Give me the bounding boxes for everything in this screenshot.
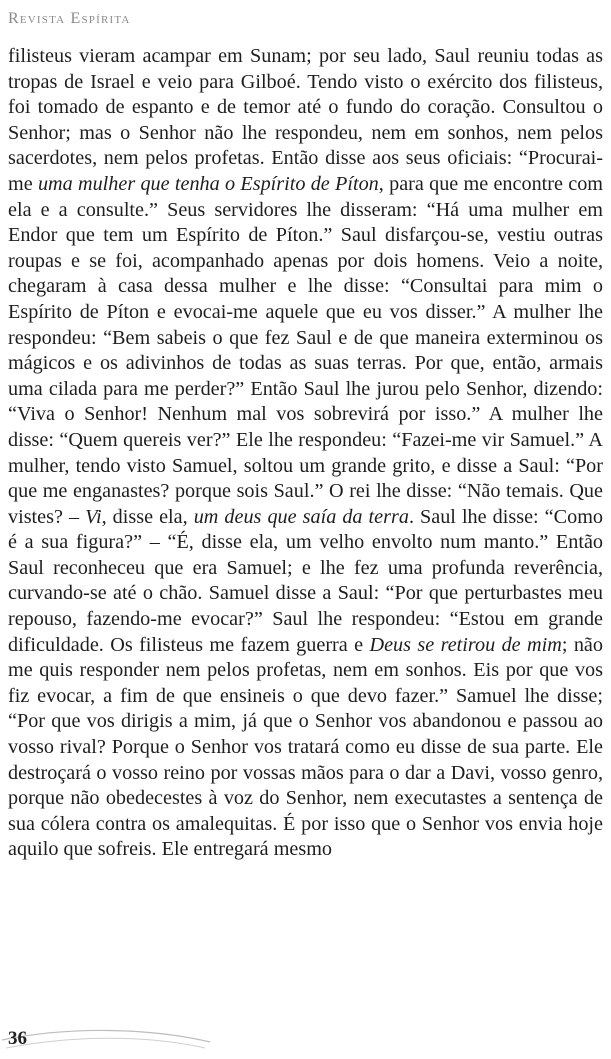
running-head: Revista Espírita	[8, 10, 131, 27]
text-run: filisteus vieram acampar em Sunam; por seu lado, Saul reuniu todas as tropas de Israel e veio para Gilboé. Tendo visto o exército dos filisteus, foi tomado de espanto e de temor até o fundo do coração. Consultou o Senhor; mas o Senhor não lhe respondeu, nem em sonhos, nem pelos sacerdotes, nem pelos profetas. Então disse aos seus oficiais: “Procurai-me	[8, 45, 603, 195]
body-text	[8, 44, 603, 863]
italic-run: Deus se retirou de mim	[369, 633, 562, 656]
page-footer	[0, 1018, 611, 1059]
text-run: ; não me quis responder nem pelos profetas, nem em sonhos. Eis por que vos fiz evocar, a fim de que ensineis o que devo fazer.” Samuel lhe disse; “Por que vos dirigis a mim, já que o Senhor vos abandonou e passou ao vosso rival? Porque o Senhor vos tratará como eu disse de sua parte. Ele destroçará o vosso reino por vossas mãos para o dar a Davi, vosso genro, porque não obedecestes à voz do Senhor, nem executastes a sentença de sua cólera contra os amalequitas. É por isso que o Senhor vos envia hoje aquilo que sofreis. Ele entregará mesmo	[8, 633, 603, 861]
italic-run: Vi	[85, 505, 102, 528]
text-run: , disse ela,	[101, 505, 194, 528]
text-run: . Saul lhe disse: “Como é a sua figura?” – “É, disse ela, um velho envolto num manto.” Então Saul reconheceu que era Samuel; e lhe fez uma profunda reverência, curvando-se até o chão. Samuel disse a Saul: “Por que perturbastes meu repouso, fazendo-me evocar?” Saul lhe respondeu: “Estou em grande dificuldade. Os filisteus me fazem guerra e	[8, 505, 603, 656]
page-number: 36	[8, 1028, 27, 1049]
text-run: , para que me encontre com ela e a consulte.” Seus servidores lhe disseram: “Há uma mulher em Endor que tem um Espírito de Píton.” Saul disfarçou-se, vestiu outras roupas e se foi, acompanhado apenas por dois homens. Veio a noite, chegaram à casa dessa mulher e lhe disse: “Consultai para mim o Espírito de Píton e evocai-me aquele que eu vos disser.” A mulher lhe respondeu: “Bem sabeis o que fez Saul e de que maneira exterminou os mágicos e os adivinhos de todas as suas terras. Por que, então, armais uma cilada para me perder?” Então Saul lhe jurou pelo Senhor, dizendo: “Viva o Senhor! Nenhum mal vos sobrevirá por isso.” A mulher lhe disse: “Quem quereis ver?” Ele lhe respondeu: “Fazei-me vir Samuel.” A mulher, tendo visto Samuel, soltou um grande grito, e disse a Saul: “Por que me enganastes? porque sois Saul.” O rei lhe disse: “Não temais. Que vistes? –	[8, 172, 604, 528]
italic-run: uma mulher que tenha o Espírito de Píton	[37, 172, 379, 195]
italic-run: um deus que saía da terra	[193, 505, 409, 528]
decorative-swoosh	[0, 1018, 611, 1059]
paragraph	[8, 44, 603, 863]
